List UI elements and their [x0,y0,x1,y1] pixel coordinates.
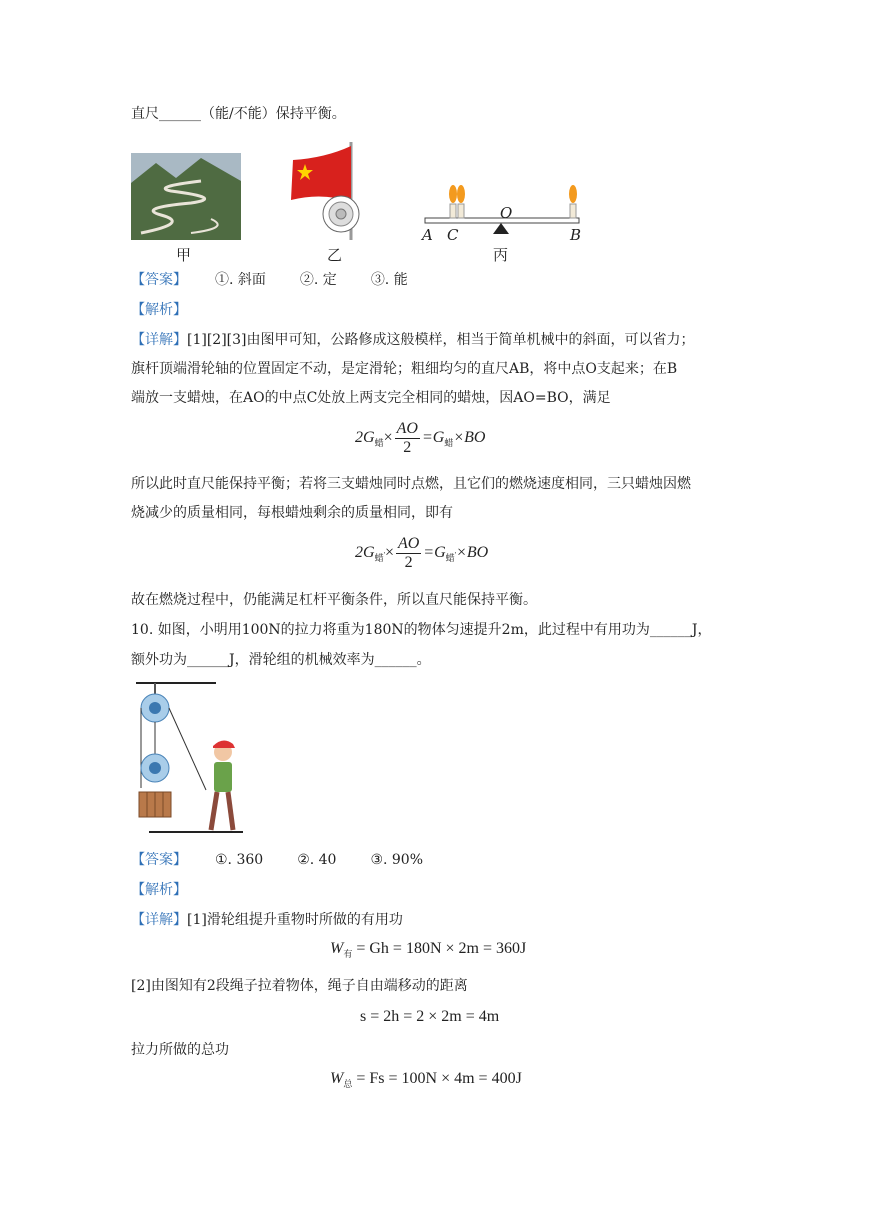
q9-answer [131,270,442,290]
q10-answer [131,850,457,870]
answer-3: ③. 90% [370,852,424,868]
answer-label: 【答案】 [131,272,187,288]
q9-conclusion: 故在燃烧过程中，仍能满足杠杆平衡条件，所以直尺能保持平衡。 [131,592,537,608]
q10-line-1: 10. 如图，小明用100N的拉力将重为180N的物体匀速提升2m，此过程中有用功为______J， [131,622,712,638]
intro-line: 直尺______（能/不能）保持平衡。 [131,106,346,122]
q10-detail-3: 拉力所做的总功 [131,1042,229,1058]
label-jia: 甲 [176,246,192,264]
label-bing: 丙 [493,246,509,264]
answer-2: ②. 40 [297,852,337,868]
q9-detail-line-3: 端放一支蜡烛，在AO的中点C处放上两支完全相同的蜡烛，因AO=BO，满足 [131,390,611,406]
equation-distance: s = 2h = 2 × 2m = 4m [360,1008,500,1025]
q10-line-2: 额外功为______J，滑轮组的机械效率为______。 [131,652,431,668]
label-c: C [447,226,459,244]
answer-label: 【答案】 [131,852,187,868]
equation-useful-work: $W_有 = Gh = 180N \times 2m = 360J$ [330,940,527,959]
label-b: B [570,226,582,244]
analysis-label: 【解析】 [131,882,187,898]
q9-line-4: 所以此时直尺能保持平衡；若将三支蜡烛同时点燃，且它们的燃烧速度相同，三只蜡烛因燃 [131,476,691,492]
flag-pulley-figure [285,140,375,240]
q9-line-5: 烧减少的质量相同，每根蜡烛剩余的质量相同，即有 [131,505,453,521]
equation-lever-2: $2G_{蜡'}\times$ $\frac{AO}{2}$ $=G_{蜡'}\times BO$ [355,535,489,571]
pulley-system-figure [131,680,246,840]
label-o: O [500,204,513,222]
answer-1: ①. 360 [215,852,264,868]
q10-detail-2: [2]由图知有2段绳子拉着物体，绳子自由端移动的距离 [131,978,468,994]
mountain-road-photo [131,153,241,240]
q9-detail-line-1: 【详解】[1][2][3]由图甲可知，公路修成这般模样，相当于简单机械中的斜面，可以省力； [131,332,695,348]
analysis-label: 【解析】 [131,302,187,318]
q10-detail-1: 【详解】[1]滑轮组提升重物时所做的有用功 [131,912,403,928]
label-yi: 乙 [327,246,343,264]
answer-1: ①. 斜面 [215,272,266,288]
equation-lever-1: $2G_蜡\times$ $\frac{AO}{2}$ $=G_蜡\times BO$ [355,420,486,456]
equation-total-work: $W_总 = Fs = 100N \times 4m = 400J$ [330,1070,522,1089]
answer-3: ③. 能 [370,272,408,288]
label-a: A [422,226,433,244]
q9-detail-line-2: 旗杆顶端滑轮轴的位置固定不动，是定滑轮；粗细均匀的直尺AB，将中点O支起来；在B [131,361,678,377]
answer-2: ②. 定 [299,272,337,288]
